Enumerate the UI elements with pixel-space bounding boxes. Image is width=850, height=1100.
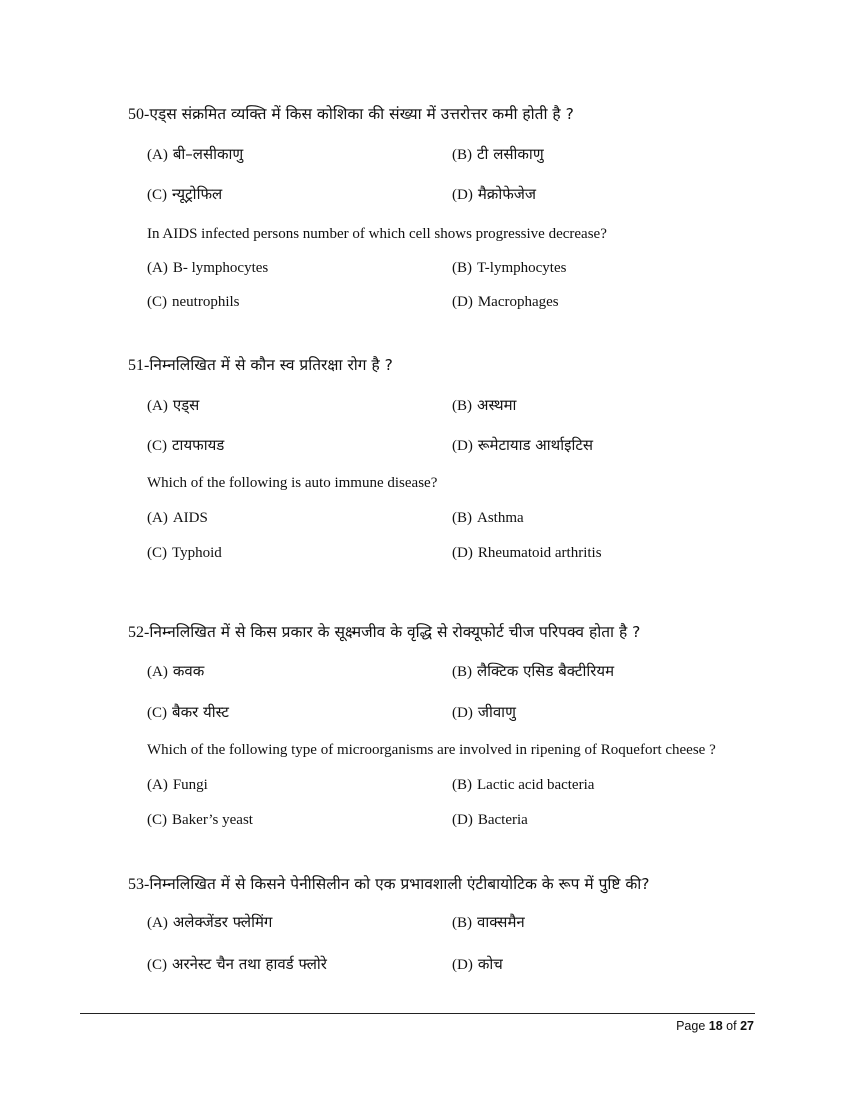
- question-50: [128, 100, 768, 320]
- option-c-english: (C) Baker’s yeast: [147, 812, 253, 828]
- option-d-english: (D) Bacteria: [452, 812, 528, 828]
- question-english-text: In AIDS infected persons number of which cell shows progressive decrease?: [147, 226, 607, 242]
- option-a-english: (A) AIDS: [147, 510, 208, 526]
- option-b-english: (B) T-lymphocytes: [452, 260, 567, 276]
- option-c-english: (C) neutrophils: [147, 294, 240, 310]
- option-a-english: (A) Fungi: [147, 777, 208, 793]
- option-b-english: (B) Asthma: [452, 510, 524, 526]
- question-hindi-text: 52-निम्नलिखित में से किस प्रकार के सूक्ष्मजीव के वृद्धि से रोक्यूफोर्ट चीज परिपक्व होता है ?: [128, 623, 641, 641]
- question-number: 53-: [128, 876, 150, 893]
- question-hindi-text: 50-एड्स संक्रमित व्यक्ति में किस कोशिका की संख्या में उत्तरोत्तर कमी होती है ?: [128, 105, 574, 123]
- question-53: [128, 870, 768, 980]
- option-b-hindi: (B) अस्थमा: [452, 396, 517, 414]
- option-d-hindi: (D) जीवाणु: [452, 703, 516, 721]
- question-english-text: Which of the following type of microorganisms are involved in ripening of Roquefort cheese ?: [147, 742, 716, 758]
- question-number: 52-: [128, 624, 150, 641]
- option-b-english: (B) Lactic acid bacteria: [452, 777, 595, 793]
- question-english-text: Which of the following is auto immune disease?: [147, 475, 438, 491]
- option-c-english: (C) Typhoid: [147, 545, 222, 561]
- option-d-english: (D) Rheumatoid arthritis: [452, 545, 602, 561]
- option-b-hindi: (B) लैक्टिक एसिड बैक्टीरियम: [452, 662, 615, 680]
- question-hindi-text: 53-निम्नलिखित में से किसने पेनीसिलीन को एक प्रभावशाली एंटीबायोटिक के रूप में पुष्टि की?: [128, 875, 650, 893]
- footer-divider: [80, 1013, 755, 1014]
- option-d-english: (D) Macrophages: [452, 294, 559, 310]
- question-52: [128, 618, 768, 838]
- option-c-hindi: (C) न्यूट्रोफिल: [147, 185, 223, 203]
- question-51: [128, 351, 768, 571]
- option-b-hindi: (B) टी लसीकाणु: [452, 145, 544, 163]
- option-a-hindi: (A) कवक: [147, 662, 205, 680]
- question-number: 51-: [128, 357, 150, 374]
- option-d-hindi: (D) मैक्रोफेजेज: [452, 185, 537, 203]
- option-a-hindi: (A) बी–लसीकाणु: [147, 145, 244, 163]
- option-a-hindi: (A) एड्स: [147, 396, 200, 414]
- page-number: Page 18 of 27: [676, 1019, 754, 1033]
- option-d-hindi: (D) कोच: [452, 955, 503, 973]
- option-a-english: (A) B- lymphocytes: [147, 260, 269, 276]
- question-number: 50-: [128, 106, 150, 123]
- option-b-hindi: (B) वाक्समैन: [452, 913, 525, 931]
- option-c-hindi: (C) बैकर यीस्ट: [147, 703, 229, 721]
- question-hindi-text: 51-निम्नलिखित में से कौन स्व प्रतिरक्षा रोग है ?: [128, 356, 393, 374]
- option-c-hindi: (C) टायफायड: [147, 436, 225, 454]
- option-d-hindi: (D) रूमेटायाड आर्थाइटिस: [452, 436, 594, 454]
- option-c-hindi: (C) अरनेस्ट चैन तथा हावर्ड फ्लोरे: [147, 955, 327, 973]
- option-a-hindi: (A) अलेक्जेंडर फ्लेमिंग: [147, 913, 273, 931]
